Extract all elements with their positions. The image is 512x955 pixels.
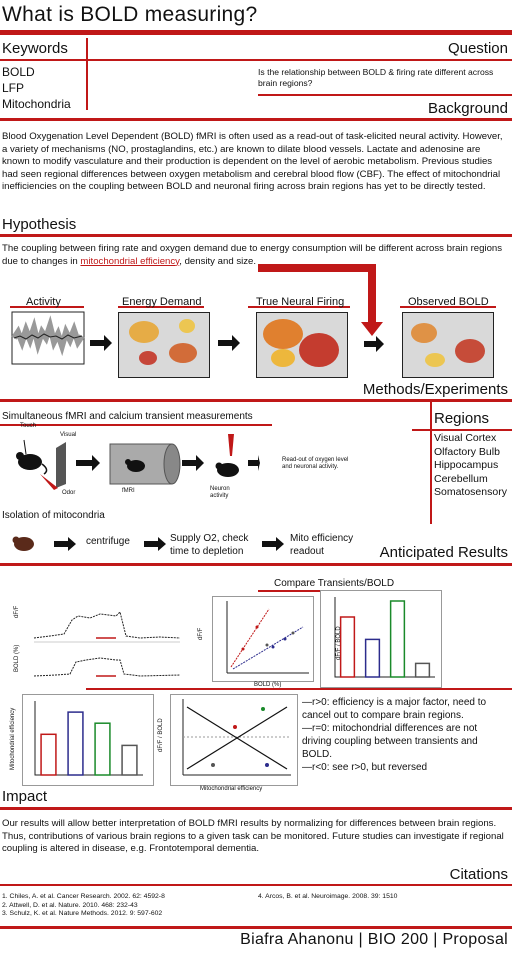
results-row-rule (86, 688, 512, 690)
poster-title: What is BOLD measuring? (2, 3, 258, 26)
pipeline-label-activity: Activity (26, 296, 61, 308)
coupling-vs-mito-chart (170, 694, 298, 786)
probe-icon (228, 434, 234, 456)
methods-rule (0, 399, 512, 402)
note-item: —r>0: efficiency is a major factor, need to cancel out to compare brain regions. (302, 697, 487, 721)
background-top-rule (258, 94, 512, 96)
bar (41, 734, 56, 775)
impact-heading: Impact (2, 788, 48, 805)
methods-sub2: Isolation of mitocondria (2, 510, 105, 521)
methods-heading: Methods/Experiments (362, 381, 508, 398)
bar-axes (35, 701, 143, 775)
citations-rule (0, 884, 512, 886)
pipeline-label-energy: Energy Demand (122, 296, 202, 308)
scatter-panel (212, 596, 314, 682)
scatter-ylabel: dF/F (198, 627, 204, 640)
coupling-xlabel: Mitochondrial efficiency (200, 786, 263, 792)
impact-text: Our results will allow better interpretation of BOLD fMRI results by normalizing for differences between brain regions. Thus, contributions of various brain regions to a given task can be monitored. Future studies can investigate if regional coupling is altered in disease, e.g. Frontotemporal dementia. (2, 818, 504, 855)
notes-list (302, 696, 508, 774)
energy-demand-map (118, 312, 210, 378)
anticipated-heading: Anticipated Results (379, 544, 508, 561)
visual-label: Visual (60, 432, 77, 438)
background-text: Blood Oxygenation Level Dependent (BOLD) fMRI is often used as a read-out of task-elicited neural activity. However, a variety of mechanisms (NO, prostaglandins, etc.) are known to dilate blood vessels. Lactate and adenosine are known to modify vasculature and their production is dependent on the level of aerobic metabolism. Previous studies had seen regional differences between oxygen metabolism and cerebral blood flow (CBF). The effect of mitochondrial inefficiencies on the coupling between BOLD and neuronal firing across brain regions has yet to be directly tested. (2, 131, 503, 193)
note-item: —r<0: see r>0, but reversed (302, 762, 428, 773)
regions-heading: Regions (434, 410, 490, 427)
citation-item: 1. Chiles, A. et al. Cancer Research. 2002. 62: 4592-8 (2, 893, 165, 900)
arrow-1 (90, 335, 112, 351)
mito-readout-label: Mito efficiency readout (290, 533, 354, 557)
question-heading: Question (447, 40, 508, 57)
regions-list (434, 432, 507, 500)
transient-trace (34, 612, 180, 638)
mito-bar-chart (22, 694, 154, 786)
keywords-vrule (86, 38, 88, 110)
pipeline-label-firing: True Neural Firing (256, 296, 345, 308)
keyword-item: Mitochondria (2, 97, 71, 111)
title-rule (0, 30, 512, 35)
visual-screen-icon (56, 442, 66, 488)
keywords-heading: Keywords (2, 40, 68, 57)
hypothesis-link[interactable]: mitochondrial efficiency (80, 255, 180, 267)
neuron-activity-label: Neuron activity (210, 486, 230, 499)
citations-right (258, 893, 397, 902)
odor-icon (40, 474, 58, 490)
hypothesis-text-before: The coupling between firing rate and oxygen demand due to energy consumption will be different across brain regions due to changes in (2, 243, 503, 267)
arrow-3 (364, 336, 384, 352)
scatter-xlabel: BOLD (%) (254, 682, 282, 688)
touch-label: Touch (20, 423, 37, 429)
pipeline-label-bold: Observed BOLD (408, 296, 489, 308)
supply-label: Supply O2, check time to depletion (170, 533, 249, 557)
observed-bold-map (402, 312, 494, 378)
footer-text: Biafra Ahanonu | BIO 200 | Proposal (240, 931, 508, 948)
true-firing-map (256, 312, 348, 378)
keyword-item: BOLD (2, 65, 35, 79)
coupling-ylabel: dF/F / BOLD (158, 718, 164, 752)
citations-heading: Citations (449, 866, 508, 883)
region-item: Hippocampus (434, 459, 499, 471)
hypothesis-rule (0, 234, 512, 237)
regions-rule (412, 429, 512, 431)
arrow-2 (218, 335, 240, 351)
mito-ylabel: Mitochondrial efficiency (10, 707, 16, 770)
bar (68, 712, 83, 775)
region-item: Visual Cortex (434, 432, 497, 444)
region-item: Olfactory Bulb (434, 445, 500, 458)
bar (416, 663, 430, 677)
citation-item: 3. Schulz, K. et al. Nature Methods. 2012. 9: 597-602 (2, 910, 163, 918)
question-text: Is the relationship between BOLD & firing rate different across brain regions? (258, 67, 494, 88)
bold-trace (34, 658, 180, 676)
bar (95, 723, 110, 775)
background-heading: Background (427, 100, 508, 117)
regions-vrule (430, 402, 432, 524)
citation-item: 4. Arcos, B. et al. Neuroimage. 2008. 39: 1510 (258, 893, 398, 900)
region-item: Somatosensory (434, 486, 507, 498)
bar-axes (335, 597, 435, 677)
note-item: —r=0: mitochondrial differences are not driving coupling between transients and BOLD. (302, 723, 478, 760)
scatter-fit-red (231, 609, 269, 667)
hypothesis-text-after: , density and size. (179, 255, 257, 267)
impact-rule (0, 807, 512, 810)
trace-panel (20, 600, 190, 684)
bar (391, 601, 405, 677)
background-rule (0, 118, 512, 121)
bar (366, 639, 380, 677)
anticipated-rule (0, 563, 512, 566)
bar (122, 745, 137, 775)
methods-sub1: Simultaneous fMRI and calcium transient measurements (2, 411, 253, 422)
keyword-item: LFP (2, 81, 25, 95)
fmri-label: fMRI (122, 488, 135, 494)
trace-ylabel-top: dF/F (14, 605, 20, 618)
footer-rule (0, 926, 512, 929)
odor-label: Odor (62, 490, 76, 496)
trace-ylabel-bottom: BOLD (%) (14, 644, 20, 672)
keywords-list (2, 64, 71, 112)
region-item: Cerebellum (434, 472, 488, 485)
citation-item: 2. Attwell, D. et al. Nature. 2010. 468: 232-43 (2, 901, 138, 909)
hypothesis-arrow-head (361, 322, 383, 336)
question-rule (86, 59, 512, 61)
hypothesis-heading: Hypothesis (2, 216, 77, 233)
bar-ylabel: dF/F / BOLD (336, 626, 342, 660)
centrifuge-label: centrifuge (86, 536, 130, 547)
citations-left (2, 893, 165, 919)
readout-label: Read-out of oxygen level and neuronal activity. (282, 457, 349, 470)
compare-label: Compare Transients/BOLD (274, 578, 395, 589)
